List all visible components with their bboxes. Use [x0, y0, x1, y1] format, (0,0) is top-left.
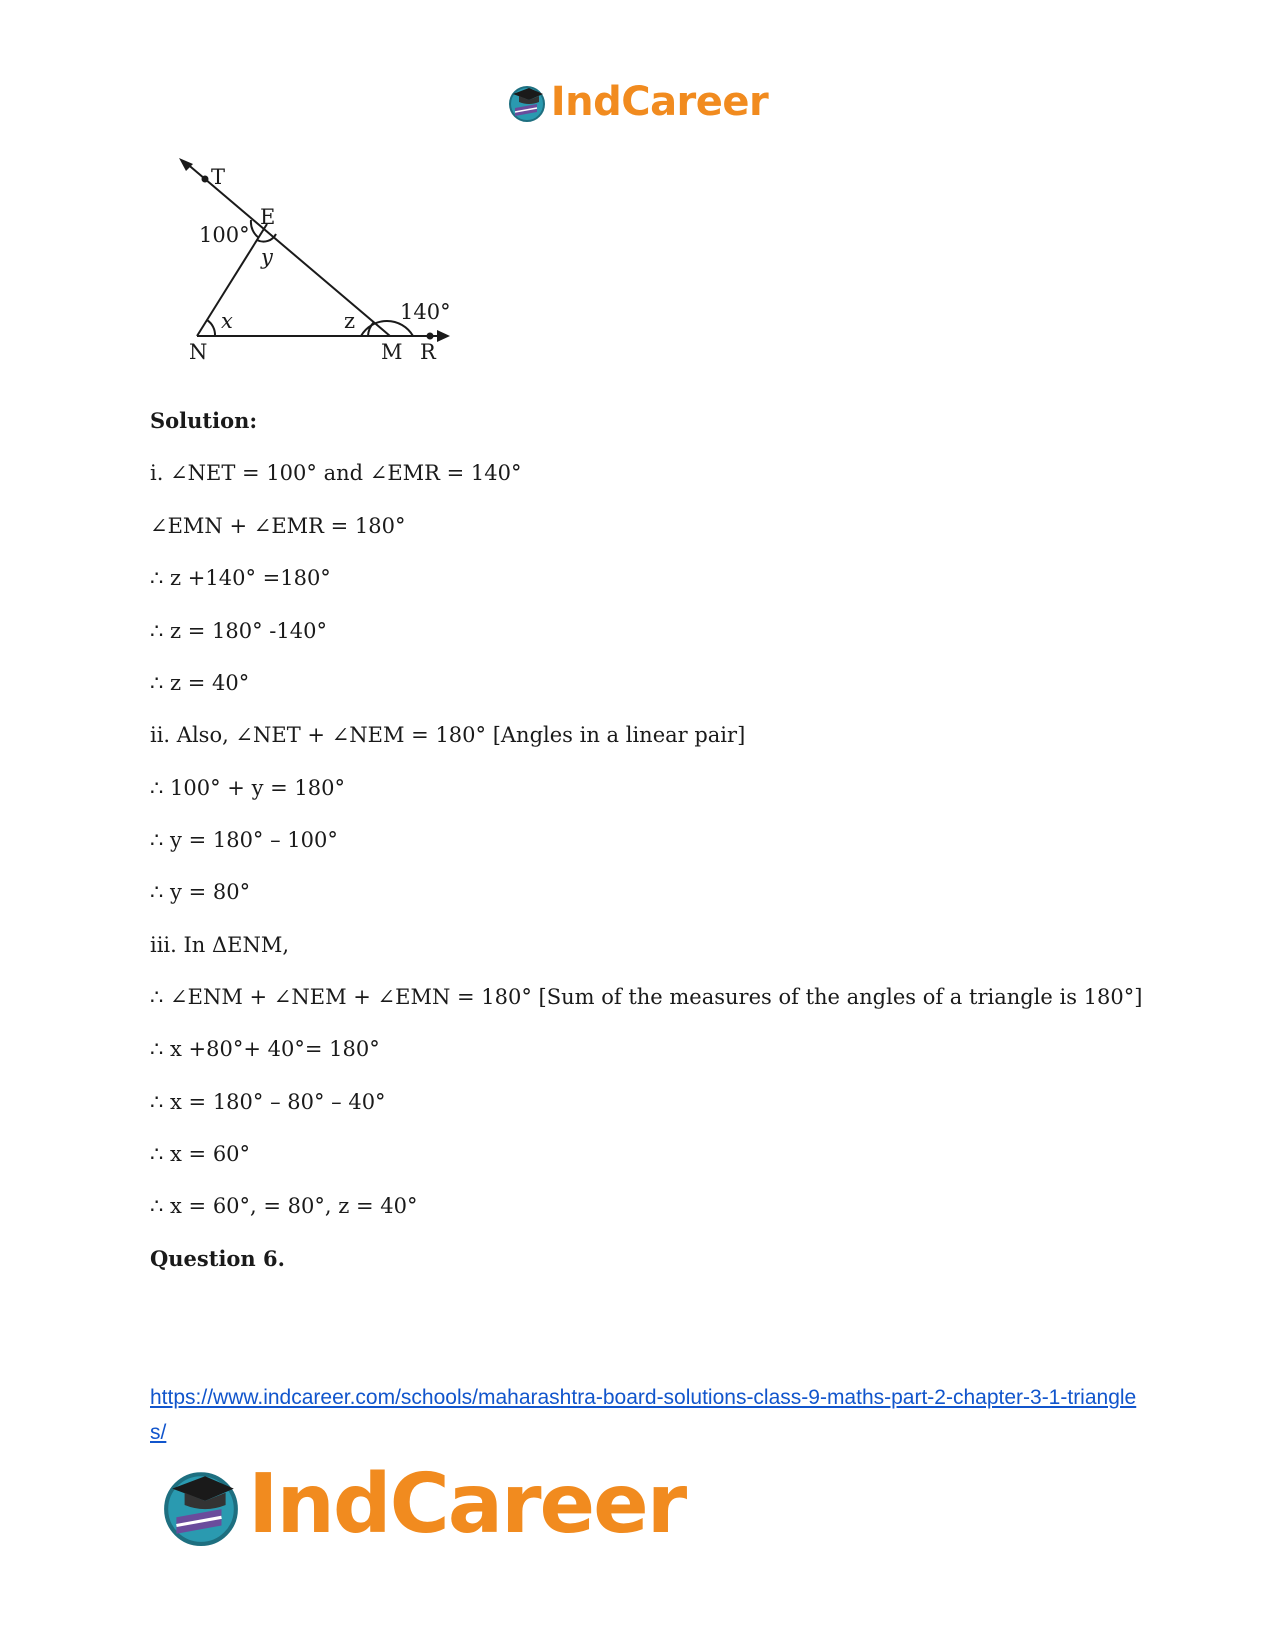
- solution-line: ∴ z = 40°: [150, 671, 250, 695]
- logo: [507, 80, 769, 124]
- arrowhead-T: [179, 158, 193, 171]
- logo: [160, 1457, 686, 1552]
- solution-line: ∴ 100° + y = 180°: [150, 776, 345, 800]
- label-E: E: [260, 205, 276, 229]
- triangle-figure: [175, 158, 485, 388]
- logo-text: IndCareer: [248, 1457, 686, 1552]
- solution-line: ii. Also, ∠NET + ∠NEM = 180° [Angles in a linear pair]: [150, 723, 746, 747]
- solution-line: ∠EMN + ∠EMR = 180°: [150, 514, 406, 538]
- solution-line: ∴ x +80°+ 40°= 180°: [150, 1037, 380, 1061]
- label-M: M: [381, 340, 403, 364]
- label-angle-EMR: 140°: [400, 300, 451, 324]
- label-z: z: [344, 309, 356, 333]
- solution-line: iii. In ΔENM,: [150, 933, 290, 957]
- solution-line: ∴ x = 60°: [150, 1142, 251, 1166]
- label-y: y: [261, 245, 273, 269]
- graduation-cap-globe-icon: [160, 1464, 242, 1546]
- solution-line: i. ∠NET = 100° and ∠EMR = 140°: [150, 461, 522, 485]
- solution-heading: Solution:: [150, 408, 258, 433]
- solution-line: ∴ z +140° =180°: [150, 566, 331, 590]
- logo-text: IndCareer: [550, 79, 769, 125]
- label-angle-NET: 100°: [199, 223, 250, 247]
- solution-line: ∴ x = 180° – 80° – 40°: [150, 1090, 386, 1114]
- label-N: N: [189, 340, 208, 364]
- label-x: x: [221, 309, 233, 333]
- question-heading: Question 6.: [150, 1246, 285, 1271]
- label-T: T: [211, 165, 226, 189]
- solution-line: ∴ ∠ENM + ∠NEM + ∠EMN = 180° [Sum of the measures of the angles of a triangle is 180°]: [150, 985, 1143, 1009]
- label-R: R: [420, 340, 436, 364]
- point-R: [427, 333, 434, 340]
- arc-x: [207, 320, 215, 336]
- solution-line: ∴ z = 180° -140°: [150, 619, 327, 643]
- solution-line: ∴ y = 180° – 100°: [150, 828, 338, 852]
- footer-logo: [160, 1457, 686, 1552]
- graduation-cap-globe-icon: [507, 82, 547, 122]
- point-T: [202, 176, 209, 183]
- solution-line: ∴ y = 80°: [150, 880, 251, 904]
- header-logo: [0, 80, 1275, 124]
- arrowhead-R: [437, 330, 450, 342]
- solution-line: ∴ x = 60°, = 80°, z = 40°: [150, 1194, 418, 1218]
- source-link[interactable]: https://www.indcareer.com/schools/maharashtra-board-solutions-class-9-maths-part-2-chapter-3-1-triangles/: [150, 1386, 1137, 1444]
